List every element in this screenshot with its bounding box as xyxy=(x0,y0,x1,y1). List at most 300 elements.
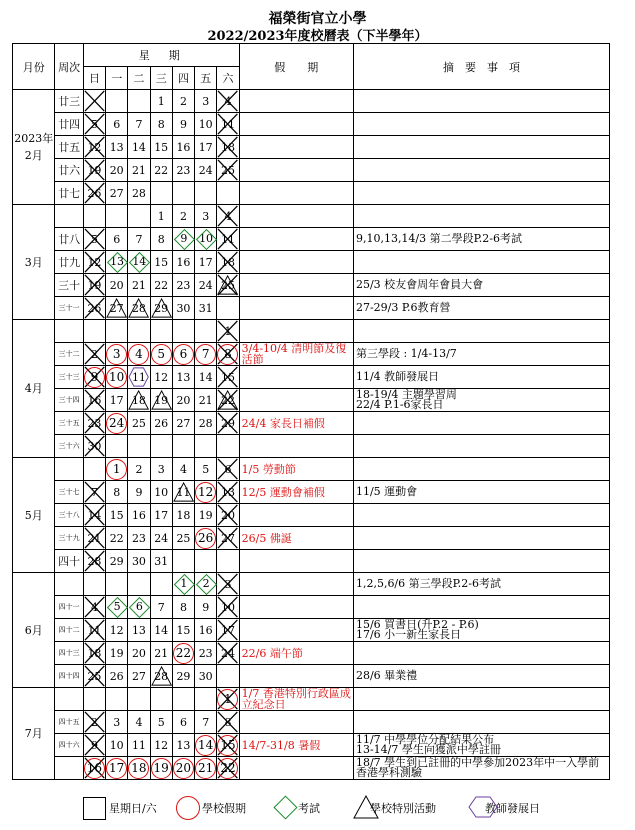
day-cell xyxy=(83,734,105,757)
day-cell xyxy=(195,481,217,504)
day-number xyxy=(106,348,127,361)
holiday-cell xyxy=(239,435,353,458)
day-number: 1 xyxy=(224,324,232,338)
week-number xyxy=(55,757,83,780)
day-number: 26 xyxy=(87,186,102,200)
day-cell xyxy=(217,274,239,297)
day-number: 4 xyxy=(224,94,232,108)
day-number: 29 xyxy=(154,301,169,315)
day-cell xyxy=(83,527,105,550)
day-cell xyxy=(83,596,105,619)
day-number: 16 xyxy=(176,140,191,154)
day-cell xyxy=(128,596,150,619)
day-cell xyxy=(150,228,172,251)
day-number xyxy=(106,371,127,384)
day-number: 24 xyxy=(198,163,213,177)
day-number xyxy=(106,463,127,476)
day-cell xyxy=(150,711,172,734)
day-cell xyxy=(172,711,194,734)
day-cell xyxy=(106,343,128,366)
calendar-week-row xyxy=(13,642,610,665)
day-cell xyxy=(150,136,172,159)
day-cell xyxy=(106,228,128,251)
day-cell xyxy=(128,113,150,136)
calendar-week-row xyxy=(13,757,610,780)
notes-cell xyxy=(353,205,609,228)
day-number: 20 xyxy=(109,163,124,177)
notes-cell xyxy=(353,734,609,757)
day-cell xyxy=(128,688,150,711)
day-cell xyxy=(172,642,194,665)
day-number: 5 xyxy=(90,232,98,246)
holiday-circle-icon: 22 xyxy=(173,643,194,664)
day-cell xyxy=(83,573,105,596)
day-cell xyxy=(83,688,105,711)
day-cell xyxy=(150,320,172,343)
day-cell xyxy=(128,90,150,113)
day-cell xyxy=(150,596,172,619)
day-number: 21 xyxy=(87,531,102,545)
day-cell xyxy=(172,251,194,274)
day-number: 16 xyxy=(198,623,213,637)
holiday-cell xyxy=(239,550,353,573)
day-number: 6 xyxy=(113,117,121,131)
day-cell xyxy=(195,665,217,688)
day-number: 12 xyxy=(109,623,124,637)
day-number: 3 xyxy=(202,94,210,108)
day-cell xyxy=(106,527,128,550)
holiday-cell xyxy=(239,159,353,182)
notes-header: 摘 要 事 項 xyxy=(353,44,609,90)
week-number: 三十四 xyxy=(55,389,83,412)
notes-cell: 27-29/3 P.6教育營 xyxy=(353,297,609,320)
day-cell xyxy=(83,159,105,182)
day-number: 9 xyxy=(135,485,143,499)
day-cell xyxy=(83,412,105,435)
day-number: 25 xyxy=(220,163,235,177)
day-number: 11 xyxy=(176,485,191,499)
day-number: 11 xyxy=(220,232,235,246)
holiday-cell xyxy=(239,205,353,228)
day-number xyxy=(128,255,150,268)
day-cell xyxy=(195,113,217,136)
notes-cell: 1,2,5,6/6 第三學段P.2-6考試 xyxy=(353,573,609,596)
notes-cell xyxy=(353,90,609,113)
day-number: 15 xyxy=(109,508,124,522)
holiday-cell xyxy=(239,596,353,619)
calendar-week-row xyxy=(13,573,610,596)
day-number: 31 xyxy=(198,301,213,315)
day-number: 24 xyxy=(198,278,213,292)
calendar-week-row xyxy=(13,711,610,734)
calendar-week-row xyxy=(13,366,610,389)
notes-cell xyxy=(353,182,609,205)
holiday-circle-icon: 15 xyxy=(217,735,238,756)
day-cell xyxy=(106,688,128,711)
holiday-cell xyxy=(239,665,353,688)
day-number: 8 xyxy=(157,232,165,246)
day-cell xyxy=(106,757,128,780)
holiday-cell xyxy=(239,389,353,412)
day-cell xyxy=(217,504,239,527)
week-number: 四十五 xyxy=(55,711,83,734)
day-cell xyxy=(150,412,172,435)
day-cell xyxy=(172,573,194,596)
day-number: 22 xyxy=(154,278,169,292)
day-cell xyxy=(150,642,172,665)
day-cell xyxy=(172,734,194,757)
day-cell xyxy=(128,435,150,458)
day-number: 13 xyxy=(176,738,191,752)
day-number: 21 xyxy=(131,163,146,177)
day-cell xyxy=(195,688,217,711)
day-cell xyxy=(195,757,217,780)
day-number: 12 xyxy=(154,370,169,384)
day-number: 5 xyxy=(90,117,98,131)
holiday-circle-icon: 9 xyxy=(84,367,105,388)
calendar-week-row xyxy=(13,389,610,412)
day-cell xyxy=(195,458,217,481)
holiday-cell xyxy=(239,504,353,527)
day-number: 24 xyxy=(154,531,169,545)
week-number: 三十二 xyxy=(55,343,83,366)
day-number: 8 xyxy=(157,117,165,131)
day-cell xyxy=(83,205,105,228)
legend-holiday-label: 學校假期 xyxy=(202,802,246,815)
day-number: 19 xyxy=(87,163,102,177)
week-number: 廿七 xyxy=(55,182,83,205)
day-cell xyxy=(195,642,217,665)
week-number: 廿三 xyxy=(55,90,83,113)
exam-diamond-icon: 1 xyxy=(173,574,195,594)
day-number xyxy=(195,232,217,245)
day-number xyxy=(173,232,195,245)
calendar-week-row xyxy=(13,274,610,297)
day-cell xyxy=(150,366,172,389)
note-line: 15/6 買書日(升P.2 - P.6) xyxy=(355,618,479,631)
day-cell xyxy=(83,182,105,205)
day-number xyxy=(84,371,105,384)
day-number: 11 xyxy=(87,623,102,637)
day-cell xyxy=(195,182,217,205)
day-cell xyxy=(172,550,194,573)
day-cell xyxy=(217,550,239,573)
day-cell xyxy=(128,297,150,320)
weekday-tue: 二 xyxy=(128,67,150,90)
day-cell xyxy=(106,412,128,435)
exam-diamond-icon: 10 xyxy=(195,229,217,249)
day-number: 2 xyxy=(90,715,98,729)
day-cell xyxy=(106,711,128,734)
day-number: 18 xyxy=(220,140,235,154)
notes-cell: 9,10,13,14/3 第二學段P.2-6考試 xyxy=(353,228,609,251)
day-cell xyxy=(83,228,105,251)
day-cell xyxy=(150,159,172,182)
day-cell xyxy=(128,458,150,481)
day-cell xyxy=(150,504,172,527)
day-cell xyxy=(217,619,239,642)
day-number: 25 xyxy=(87,669,102,683)
day-number: 6 xyxy=(224,462,232,476)
holiday-circle-icon: 3 xyxy=(106,344,127,365)
notes-cell: 11/5 運動會 xyxy=(353,481,609,504)
day-cell xyxy=(217,642,239,665)
day-number: 22 xyxy=(109,531,124,545)
day-number: 2 xyxy=(179,94,187,108)
day-number: 10 xyxy=(220,600,235,614)
day-cell xyxy=(128,251,150,274)
notes-cell xyxy=(353,389,609,412)
day-cell xyxy=(106,182,128,205)
day-cell xyxy=(106,619,128,642)
calendar-week-row xyxy=(13,343,610,366)
holiday-cell xyxy=(239,320,353,343)
day-cell xyxy=(106,274,128,297)
day-cell xyxy=(83,550,105,573)
day-number: 13 xyxy=(220,485,235,499)
day-number: 13 xyxy=(131,623,146,637)
day-number xyxy=(195,577,217,590)
day-cell xyxy=(128,412,150,435)
holiday-circle-icon: 24 xyxy=(106,413,127,434)
school-name: 福榮街官立小學 xyxy=(268,11,367,27)
day-cell xyxy=(217,205,239,228)
day-cell xyxy=(217,343,239,366)
day-cell xyxy=(217,412,239,435)
day-number xyxy=(106,600,128,613)
day-cell xyxy=(172,228,194,251)
calendar-week-row xyxy=(13,619,610,642)
day-number: 4 xyxy=(90,600,98,614)
notes-cell xyxy=(353,642,609,665)
day-cell xyxy=(128,159,150,182)
day-cell xyxy=(150,205,172,228)
day-cell xyxy=(150,481,172,504)
day-number xyxy=(106,762,127,775)
day-number xyxy=(195,532,216,545)
week-number xyxy=(55,205,83,228)
day-cell xyxy=(217,435,239,458)
month-label: 2023年2月 xyxy=(13,90,55,205)
notes-cell: 11/4 教師發展日 xyxy=(353,366,609,389)
day-cell xyxy=(217,573,239,596)
month-label: 3月 xyxy=(13,205,55,320)
day-number: 17 xyxy=(154,508,169,522)
day-cell xyxy=(217,251,239,274)
day-cell xyxy=(217,711,239,734)
day-cell xyxy=(128,205,150,228)
day-cell xyxy=(172,504,194,527)
day-cell xyxy=(150,389,172,412)
calendar-week-row xyxy=(13,458,610,481)
exam-diamond-icon: 14 xyxy=(128,252,150,272)
holiday-circle-icon: 16 xyxy=(84,758,105,779)
holiday-cell: 26/5 佛誕 xyxy=(239,527,353,550)
holiday-circle-icon: 1 xyxy=(217,689,238,710)
day-number: 7 xyxy=(90,485,98,499)
day-cell xyxy=(106,297,128,320)
day-number: 27 xyxy=(176,416,191,430)
day-number: 27 xyxy=(109,301,124,315)
day-cell xyxy=(172,205,194,228)
week-number: 四十四 xyxy=(55,665,83,688)
weekday-thu: 四 xyxy=(172,67,194,90)
day-number: 26 xyxy=(109,669,124,683)
day-cell xyxy=(172,366,194,389)
day-number: 23 xyxy=(131,531,146,545)
day-cell xyxy=(217,320,239,343)
note-line: 18-19/4 主題學習周 xyxy=(355,388,457,401)
day-number: 8 xyxy=(179,600,187,614)
day-number: 21 xyxy=(198,393,213,407)
day-number: 16 xyxy=(176,255,191,269)
holiday-circle-icon: 22 xyxy=(217,758,238,779)
notes-cell xyxy=(353,136,609,159)
calendar-week-row xyxy=(13,90,610,113)
note-line: 11/7 中學學位分配結果公布 xyxy=(355,733,495,746)
day-cell xyxy=(106,435,128,458)
holiday-cell: 3/4-10/4 清明節及復活節 xyxy=(239,343,353,366)
day-cell xyxy=(172,458,194,481)
day-number: 12 xyxy=(154,738,169,752)
day-cell xyxy=(150,573,172,596)
day-cell xyxy=(195,320,217,343)
day-cell xyxy=(172,113,194,136)
day-number: 6 xyxy=(179,715,187,729)
calendar-week-row xyxy=(13,550,610,573)
day-cell xyxy=(83,757,105,780)
day-cell xyxy=(128,182,150,205)
notes-cell xyxy=(353,527,609,550)
note-line: 22/4 P.1-6家長日 xyxy=(355,398,444,411)
notes-cell xyxy=(353,435,609,458)
day-number xyxy=(173,348,194,361)
day-cell xyxy=(195,734,217,757)
day-number: 9 xyxy=(202,600,210,614)
day-cell xyxy=(128,343,150,366)
day-number xyxy=(217,348,238,361)
day-number: 4 xyxy=(224,209,232,223)
day-cell xyxy=(128,642,150,665)
weekday-sun: 日 xyxy=(83,67,105,90)
day-cell xyxy=(150,619,172,642)
holiday-circle-icon: 7 xyxy=(195,344,216,365)
week-number xyxy=(55,458,83,481)
day-cell xyxy=(83,113,105,136)
day-number: 19 xyxy=(198,508,213,522)
holiday-circle-icon: 17 xyxy=(106,758,127,779)
day-number: 26 xyxy=(154,416,169,430)
day-cell xyxy=(150,274,172,297)
calendar-body xyxy=(13,90,610,780)
day-number: 14 xyxy=(198,370,213,384)
day-cell xyxy=(128,711,150,734)
day-number: 13 xyxy=(176,370,191,384)
day-cell xyxy=(195,297,217,320)
day-cell xyxy=(195,343,217,366)
notes-cell: 28/6 畢業禮 xyxy=(353,665,609,688)
holiday-cell xyxy=(239,274,353,297)
calendar-week-row xyxy=(13,251,610,274)
calendar-week-row xyxy=(13,136,610,159)
week-number: 三十八 xyxy=(55,504,83,527)
day-number: 3 xyxy=(202,209,210,223)
holiday-header: 假 期 xyxy=(239,44,353,90)
exam-diamond-icon: 13 xyxy=(106,252,128,272)
holiday-cell xyxy=(239,251,353,274)
day-cell xyxy=(128,366,150,389)
day-cell xyxy=(106,205,128,228)
week-number: 四十一 xyxy=(55,596,83,619)
legend-holiday-circle-icon xyxy=(176,796,200,820)
holiday-cell xyxy=(239,619,353,642)
day-number: 28 xyxy=(131,186,146,200)
day-cell xyxy=(150,113,172,136)
day-number xyxy=(217,693,238,706)
holiday-circle-icon: 8 xyxy=(217,344,238,365)
calendar-week-row xyxy=(13,412,610,435)
day-cell xyxy=(172,435,194,458)
holiday-cell: 14/7-31/8 暑假 xyxy=(239,734,353,757)
day-number: 12 xyxy=(87,140,102,154)
day-number: 30 xyxy=(87,439,102,453)
day-number: 30 xyxy=(176,301,191,315)
note-line: 17/6 小一新生家長日 xyxy=(355,628,462,641)
day-cell xyxy=(128,734,150,757)
notes-cell xyxy=(353,320,609,343)
day-number: 27 xyxy=(220,531,235,545)
day-number: 9 xyxy=(179,117,187,131)
day-cell xyxy=(106,136,128,159)
day-cell xyxy=(128,527,150,550)
calendar-week-row xyxy=(13,320,610,343)
notes-cell: 25/3 校友會周年會員大會 xyxy=(353,274,609,297)
day-number: 30 xyxy=(198,669,213,683)
day-cell xyxy=(128,481,150,504)
week-header: 周次 xyxy=(55,44,83,90)
day-number xyxy=(151,348,172,361)
day-number: 5 xyxy=(202,462,210,476)
month-header: 月份 xyxy=(13,44,55,90)
holiday-circle-icon: 26 xyxy=(195,528,216,549)
day-cell xyxy=(217,527,239,550)
legend-weekend-box xyxy=(83,797,106,820)
day-cell xyxy=(217,90,239,113)
day-number: 25 xyxy=(131,416,146,430)
calendar-week-row xyxy=(13,435,610,458)
holiday-cell: 1/5 勞動節 xyxy=(239,458,353,481)
day-number xyxy=(173,762,194,775)
day-number: 24 xyxy=(220,646,235,660)
week-number: 三十九 xyxy=(55,527,83,550)
day-cell xyxy=(106,366,128,389)
day-number: 15 xyxy=(220,370,235,384)
day-number: 19 xyxy=(87,278,102,292)
day-number: 27 xyxy=(109,186,124,200)
holiday-circle-icon: 6 xyxy=(173,344,194,365)
day-number: 10 xyxy=(198,117,213,131)
holiday-circle-icon: 5 xyxy=(151,344,172,365)
day-number: 10 xyxy=(109,738,124,752)
day-number xyxy=(106,417,127,430)
day-cell xyxy=(195,274,217,297)
day-cell xyxy=(128,619,150,642)
day-cell xyxy=(217,757,239,780)
notes-cell xyxy=(353,458,609,481)
exam-diamond-icon: 5 xyxy=(106,597,128,617)
week-number: 三十 xyxy=(55,274,83,297)
holiday-cell xyxy=(239,757,353,780)
